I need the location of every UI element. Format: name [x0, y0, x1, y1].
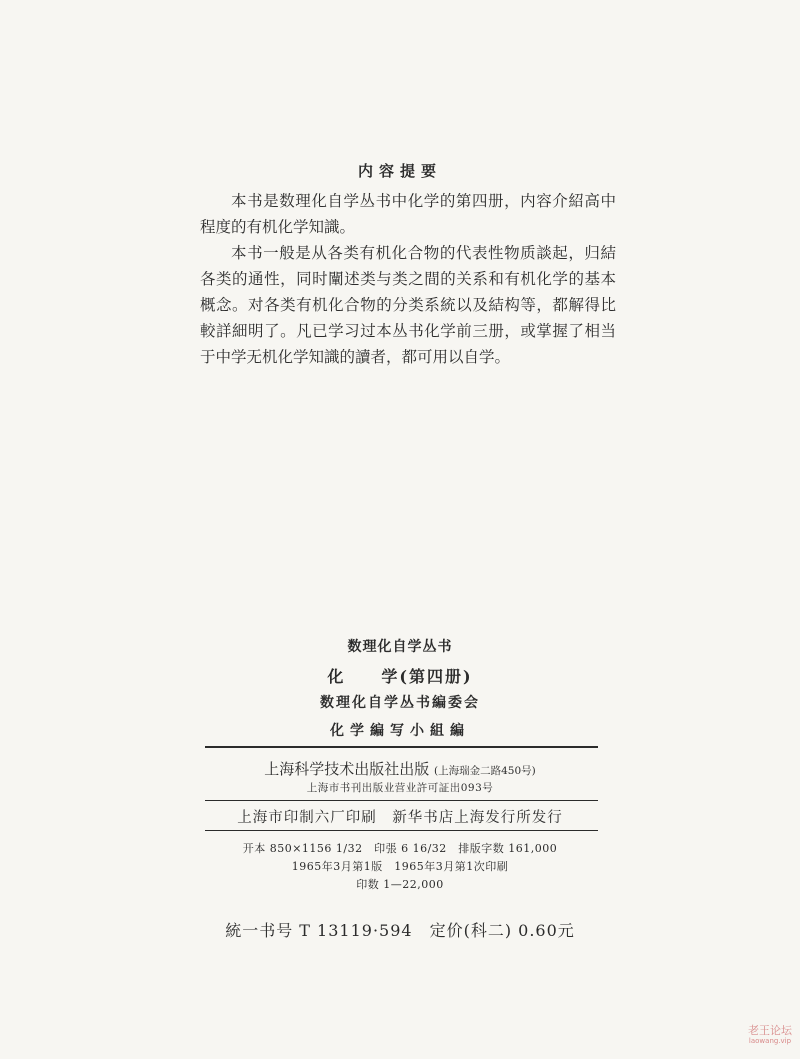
series-name: 数理化自学丛书 [347, 639, 453, 655]
edition-info: 1965年3月第1版 1965年3月第1次印刷 [291, 860, 509, 873]
divider-bottom [205, 830, 598, 831]
book-number-price: 統一书号 T 13119·594 定价(科二) 0.60元 [225, 921, 575, 940]
divider-top [205, 746, 598, 748]
summary-body [200, 188, 616, 370]
watermark-logo [748, 1025, 792, 1045]
watermark-url: laowang.vip [748, 1037, 792, 1045]
publisher-address: (上海瑞金二路450号) [434, 765, 536, 777]
summary-paragraph-2: 本书一般是从各类有机化合物的代表性物质談起，归結各类的通性，同时闡述类与类之間的关系和有机化学的基本概念。对各类有机化合物的分类系統以及結构等，都解得比較詳細明了。凡已学习过本丛书化学前三册，或掌握了相当于中学无机化学知識的讀者，都可用以自学。 [200, 244, 616, 366]
divider-middle [205, 800, 598, 801]
summary-paragraph-1: 本书是数理化自学丛书中化学的第四册，内容介紹高中程度的有机化学知識。 [200, 192, 616, 236]
publisher-name: 上海科学技术出版社出版 [264, 760, 430, 778]
writing-group: 化学編写小組編 [330, 723, 470, 739]
print-run: 印数 1—22,000 [356, 878, 444, 891]
publishing-license: 上海市书刊出版业营业許可証出093号 [306, 782, 494, 794]
editorial-committee: 数理化自学丛书編委会 [320, 695, 480, 711]
publisher-line [0, 758, 800, 779]
printer-distributor: 上海市印制六厂印刷 新华书店上海发行所发行 [237, 810, 563, 826]
book-title: 化 学(第四册) [327, 667, 473, 686]
format-specs: 开本 850×1156 1/32 印張 6 16/32 排版字数 161,000 [242, 842, 558, 855]
summary-title: 内容提要 [357, 162, 442, 180]
watermark-name: 老王论坛 [748, 1024, 792, 1037]
